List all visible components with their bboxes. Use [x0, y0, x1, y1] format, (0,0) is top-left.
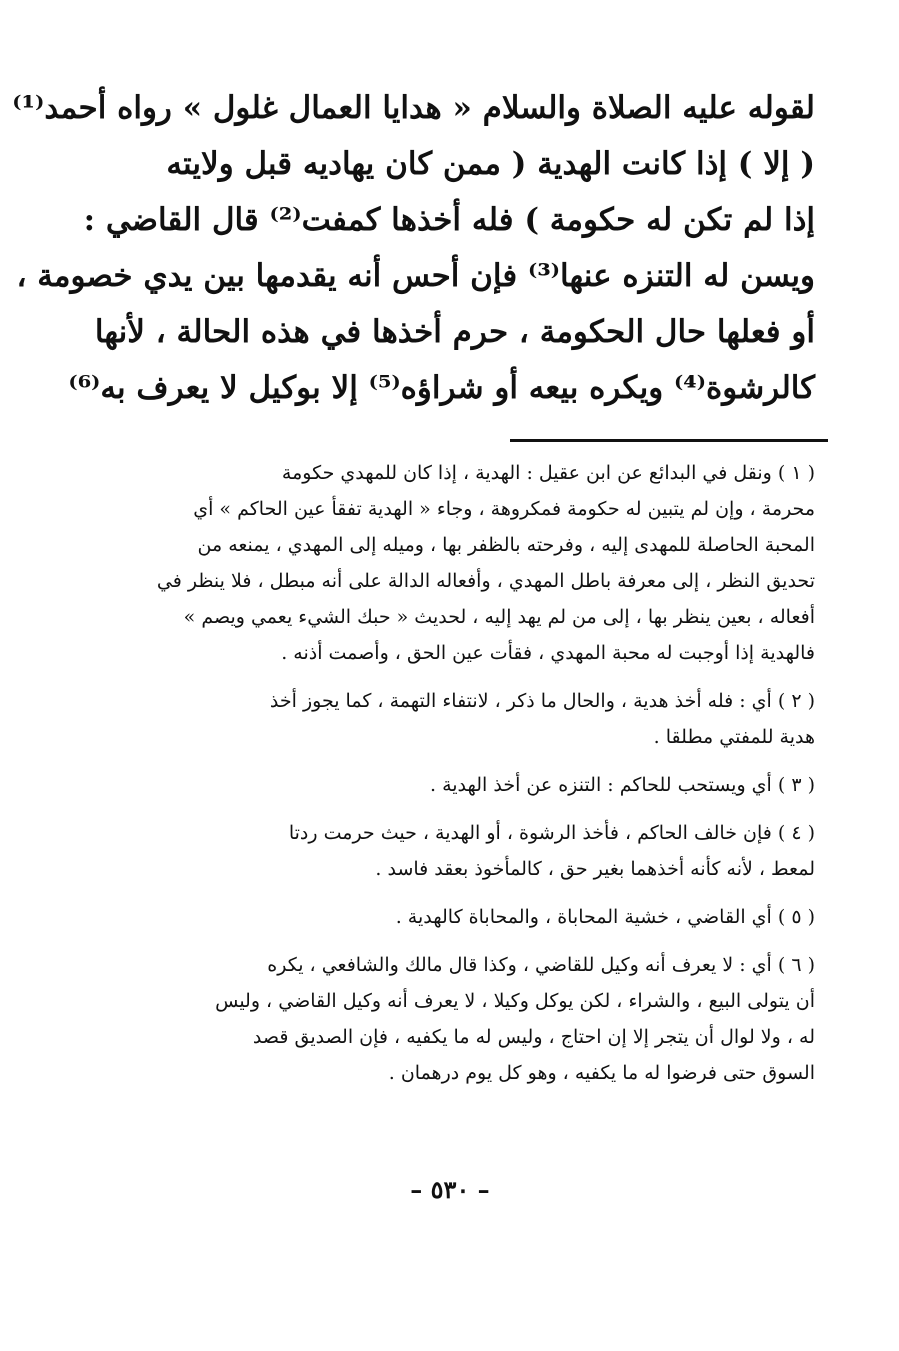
- main-text-line: ( إلا ) إذا كانت الهدية ( ممن كان يهاديه قبل ولايته: [166, 146, 815, 182]
- footnote-5: [90, 899, 815, 935]
- main-text-line: إذا لم تكن له حكومة ) فله أخذها كمفت⁽²⁾ قال القاضي :: [83, 202, 815, 238]
- footnote-line: ( ١ ) ونقل في البدائع عن ابن عقيل : الهدية ، إذا كان للمهدي حكومة: [281, 462, 815, 484]
- page-number: – ٥٣٠ –: [410, 1175, 490, 1204]
- footnote-line: أفعاله ، بعين ينظر بها ، إلى من لم يهد إليه ، لحديث « حبك الشيء يعمي ويصم »: [183, 606, 815, 628]
- footnote-line: فالهدية إذا أوجبت له محبة المهدي ، فقأت عين الحق ، وأصمت أذنه .: [281, 642, 815, 664]
- footnote-line: المحبة الحاصلة للمهدى إليه ، وفرحته بالظفر بها ، وميله إلى المهدي ، يمنعه من: [197, 534, 815, 556]
- footnote-line: لمعط ، لأنه كأنه أخذهما بغير حق ، كالمأخوذ بعقد فاسد .: [375, 858, 815, 880]
- footnote-4: [90, 815, 815, 887]
- main-text-line: لقوله عليه الصلاة والسلام « هدايا العمال غلول » رواه أحمد⁽¹⁾: [12, 90, 815, 126]
- main-text-line: كالرشوة⁽⁴⁾ ويكره بيعه أو شراؤه⁽⁵⁾ إلا بوكيل لا يعرف به⁽⁶⁾: [68, 370, 815, 406]
- footnote-divider: [510, 439, 828, 442]
- footnote-line: ( ٢ ) أي : فله أخذ هدية ، والحال ما ذكر ، لانتفاء التهمة ، كما يجوز أخذ: [269, 690, 815, 712]
- footnote-line: السوق حتى فرضوا له ما يكفيه ، وهو كل يوم درهمان .: [388, 1062, 815, 1084]
- footnote-2: [90, 683, 815, 755]
- footnote-line: له ، ولا لوال أن يتجر إلا إن احتاج ، وليس له ما يكفيه ، فإن الصديق قصد: [252, 1026, 815, 1048]
- footnote-line: هدية للمفتي مطلقا .: [653, 726, 815, 748]
- footnote-line: محرمة ، وإن لم يتبين له حكومة فمكروهة ، وجاء « الهدية تفقأ عين الحاكم » أي: [193, 498, 815, 520]
- footnote-line: تحديق النظر ، إلى معرفة باطل المهدي ، وأفعاله الدالة على أنه مبطل ، فلا ينظر في: [156, 570, 815, 592]
- footnotes-section: [90, 455, 815, 1103]
- footnote-6: [90, 947, 815, 1091]
- footnote-1: [90, 455, 815, 671]
- footnote-line: أن يتولى البيع ، والشراء ، لكن يوكل وكيلا ، لا يعرف أنه وكيل القاضي ، وليس: [215, 990, 815, 1012]
- footnote-line: ( ٣ ) أي ويستحب للحاكم : التنزه عن أخذ الهدية .: [429, 774, 815, 796]
- footnote-line: ( ٦ ) أي : لا يعرف أنه وكيل للقاضي ، وكذا قال مالك والشافعي ، يكره: [267, 954, 815, 976]
- footnote-line: ( ٤ ) فإن خالف الحاكم ، فأخذ الرشوة ، أو الهدية ، حيث حرمت ردتا: [288, 822, 815, 844]
- footnote-line: ( ٥ ) أي القاضي ، خشية المحاباة ، والمحاباة كالهدية .: [395, 906, 815, 928]
- main-text-line: أو فعلها حال الحكومة ، حرم أخذها في هذه الحالة ، لأنها: [94, 314, 815, 350]
- main-text-line: ويسن له التنزه عنها⁽³⁾ فإن أحس أنه يقدمها بين يدي خصومة ،: [16, 258, 815, 294]
- main-body-text: [12, 80, 815, 416]
- footnote-3: [90, 767, 815, 803]
